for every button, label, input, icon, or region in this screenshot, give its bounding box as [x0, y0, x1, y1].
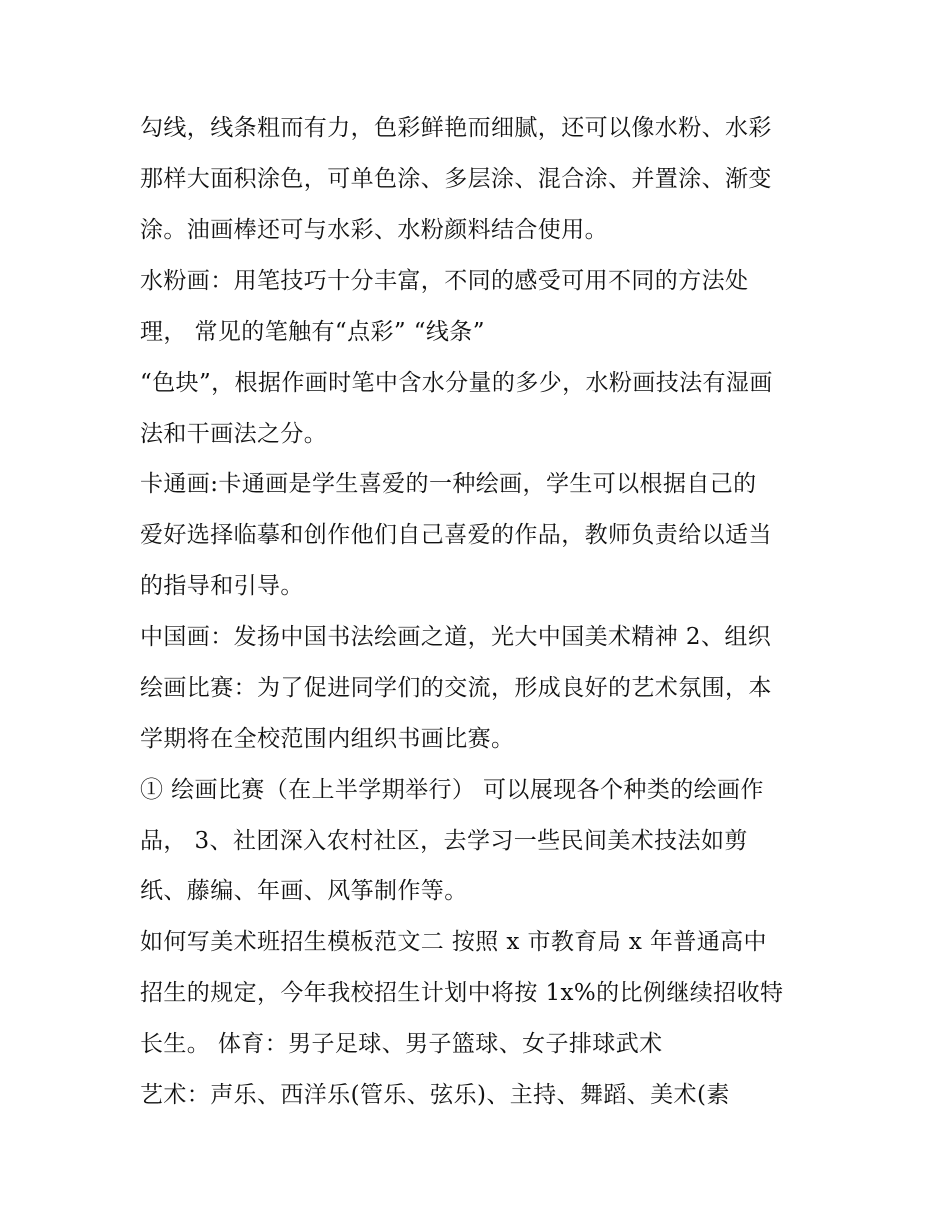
text-line: 理， 常见的笔触有“点彩” “线条”	[140, 319, 485, 345]
text-line: 学期将在全校范围内组织书画比赛。	[140, 726, 515, 752]
text-line: 长生。 体育：男子足球、男子篮球、女子排球武术	[140, 1031, 663, 1057]
text-line: 那样大面积涂色，可单色涂、多层涂、混合涂、并置涂、渐变	[140, 166, 772, 192]
text-line: 勾线，线条粗而有力，色彩鲜艳而细腻，还可以像水粉、水彩	[140, 115, 772, 141]
text-line: 中国画：发扬中国书法绘画之道，光大中国美术精神 2、组织	[140, 624, 772, 650]
text-line: 卡通画:卡通画是学生喜爱的一种绘画，学生可以根据自己的	[140, 471, 757, 497]
text-line: 绘画比赛：为了促进同学们的交流，形成良好的艺术氛围，本	[140, 675, 772, 701]
text-line: 品， 3、社团深入农村社区，去学习一些民间美术技法如剪	[140, 828, 748, 854]
text-line: ① 绘画比赛（在上半学期举行） 可以展现各个种类的绘画作	[140, 777, 764, 803]
text-line: 的指导和引导。	[140, 573, 304, 599]
text-line: 招生的规定，今年我校招生计划中将按 1x%的比例继续招收特	[140, 980, 784, 1006]
text-line: 水粉画：用笔技巧十分丰富，不同的感受可用不同的方法处	[140, 268, 749, 294]
text-line: 法和干画法之分。	[140, 421, 328, 447]
text-line: 如何写美术班招生模板范文二 按照 x 市教育局 x 年普通高中	[140, 929, 767, 955]
text-line: 涂。油画棒还可与水彩、水粉颜料结合使用。	[140, 217, 608, 243]
text-line: 爱好选择临摹和创作他们自己喜爱的作品，教师负责给以适当	[140, 522, 772, 548]
text-line: 艺术：声乐、西洋乐(管乐、弦乐)、主持、舞蹈、美术(素	[140, 1082, 730, 1108]
text-line: 纸、藤编、年画、风筝制作等。	[140, 878, 468, 904]
text-line: “色块”，根据作画时笔中含水分量的多少，水粉画技法有湿画	[140, 370, 773, 396]
